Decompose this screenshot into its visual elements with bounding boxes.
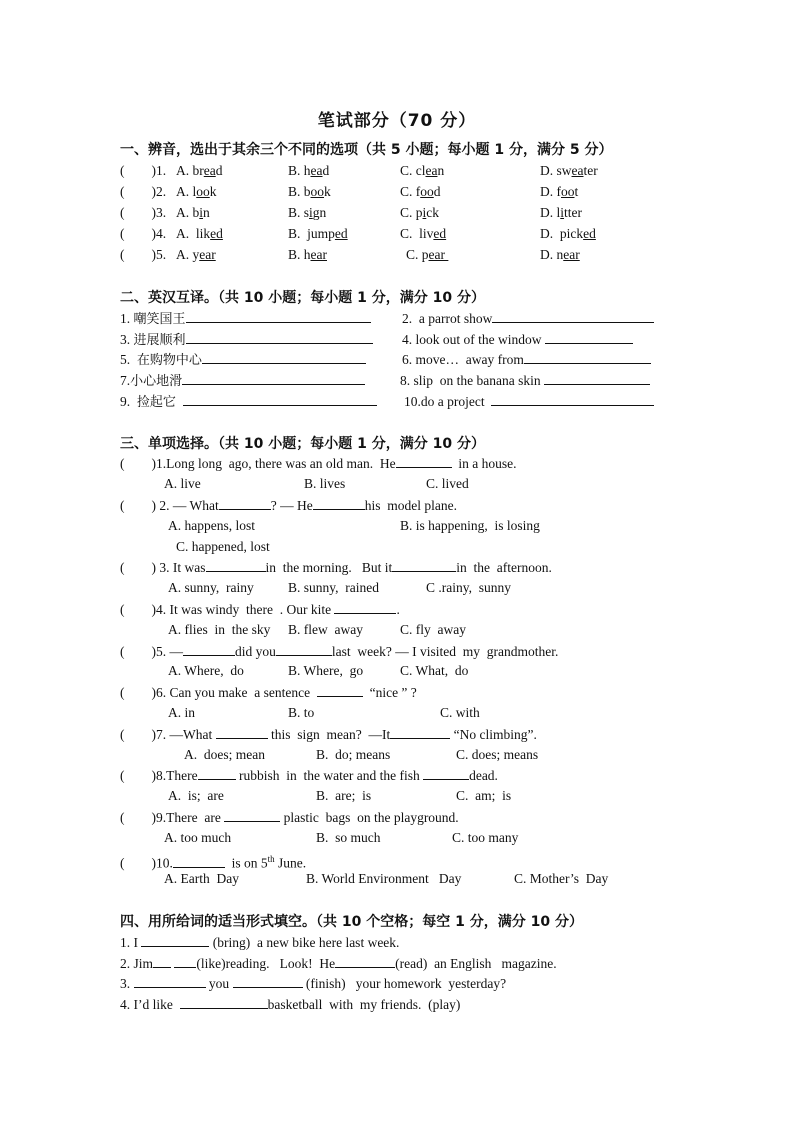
s3-q5-option-b: B. Where, go	[288, 663, 364, 678]
s2-item-6: 6. move… away from	[402, 350, 651, 369]
s3-q1-option-b: B. lives	[304, 476, 346, 491]
s3-q4-option-b: B. flew away	[288, 622, 363, 637]
s1-q2-option-b: B. book	[288, 184, 331, 199]
s2-item-5: 5. 在购物中心	[120, 350, 366, 370]
s3-q10-option-b: B. World Environment Day	[306, 871, 462, 886]
s3-q1-option-a: A. live	[164, 476, 201, 491]
s1-q3-option-c: C. pick	[400, 205, 440, 220]
s3-q5-option-c: C. What, do	[400, 663, 469, 678]
s1-q2-number: ( )2.	[120, 184, 167, 199]
s1-q5-option-d: D. near	[540, 247, 580, 262]
s3-q8-option-a: A. is; are	[168, 788, 224, 803]
s1-q4-number: ( )4.	[120, 226, 167, 241]
s3-q8-stem: ( )8.There rubbish in the water and the fish dead.	[120, 768, 498, 783]
s1-q5-option-a: A. year	[176, 247, 216, 262]
s4-line-2: 2. Jim (like)reading. Look! He (read) an English magazine.	[120, 956, 557, 971]
s2-item-9: 9. 捡起它	[120, 392, 377, 412]
s4-line-1: 1. I (bring) a new bike here last week.	[120, 935, 400, 950]
s3-q6-option-a: A. in	[168, 705, 195, 720]
s3-q5-stem: ( )5. — did you last week? — I visited my grandmother.	[120, 644, 559, 659]
s3-q9-option-a: A. too much	[164, 830, 232, 845]
s3-q7-stem: ( )7. —What this sign mean? —It “No climbing”.	[120, 727, 537, 742]
s3-q9-option-b: B. so much	[316, 830, 381, 845]
s1-q1-option-a: A. bread	[176, 163, 223, 178]
s1-q2-option-c: C. food	[400, 184, 441, 199]
s3-q2-option-a: A. happens, lost	[168, 518, 255, 533]
s3-q3-stem: ( ) 3. It was in the morning. But it in the afternoon.	[120, 560, 552, 575]
s1-q4-option-b: B. jumped	[288, 226, 348, 241]
s1-q5-number: ( )5.	[120, 247, 167, 262]
s3-q7-option-c: C. does; means	[456, 747, 539, 762]
s3-q8-option-b: B. are; is	[316, 788, 372, 803]
s3-q10-option-a: A. Earth Day	[164, 871, 239, 886]
s1-q3-option-d: D. litter	[540, 205, 583, 220]
s2-item-2: 2. a parrot show	[402, 309, 654, 328]
s1-q4-option-c: C. lived	[400, 226, 447, 241]
s1-q1-option-b: B. head	[288, 163, 330, 178]
s1-q1-option-c: C. clean	[400, 163, 445, 178]
s2-item-1: 1. 嘲笑国王	[120, 309, 371, 329]
section-4-header: 四、用所给词的适当形式填空。（共 10 个空格；每空 1 分，满分 10 分）	[120, 914, 583, 930]
s4-line-3: 3. you (finish) your homework yesterday?	[120, 976, 507, 991]
s3-q10-option-c: C. Mother’s Day	[514, 871, 609, 886]
s3-q7-option-b: B. do; means	[316, 747, 391, 762]
s1-q3-number: ( )3.	[120, 205, 167, 220]
s3-q5-option-a: A. Where, do	[168, 663, 244, 678]
s2-item-7: 7.小心地滑	[120, 371, 365, 391]
s3-q9-option-c: C. too many	[452, 830, 519, 845]
section-3-header: 三、单项选择。（共 10 小题；每小题 1 分，满分 10 分）	[120, 436, 485, 452]
s3-q2-stem: ( ) 2. — What ? — He his model plane.	[120, 498, 457, 513]
s1-q2-option-d: D. foot	[540, 184, 579, 199]
s1-q2-option-a: A. look	[176, 184, 217, 199]
s1-q4-option-a: A. liked	[176, 226, 223, 241]
s3-q6-option-b: B. to	[288, 705, 315, 720]
s1-q5-option-b: B. hear	[288, 247, 327, 262]
s1-q5-option-c: C. pear	[406, 247, 449, 262]
s3-q9-stem: ( )9.There are plastic bags on the playground.	[120, 810, 459, 825]
s3-q1-option-c: C. lived	[426, 476, 469, 491]
s3-q8-option-c: C. am; is	[456, 788, 512, 803]
s3-q2-option-c: C. happened, lost	[176, 539, 270, 554]
s1-q1-option-d: D. sweater	[540, 163, 598, 178]
s3-q2-option-b: B. is happening, is losing	[400, 518, 540, 533]
s3-q6-option-c: C. with	[440, 705, 480, 720]
page-title: 笔试部分（70 分）	[317, 111, 477, 131]
s3-q4-stem: ( )4. It was windy there . Our kite .	[120, 602, 400, 617]
s3-q7-option-a: A. does; mean	[184, 747, 265, 762]
s1-q1-number: ( )1.	[120, 163, 167, 178]
s2-item-10: 10.do a project	[404, 392, 654, 411]
s2-item-3: 3. 进展顺利	[120, 330, 373, 350]
s1-q4-option-d: D. picked	[540, 226, 596, 241]
s3-q3-option-c: C .rainy, sunny	[426, 580, 511, 595]
s1-q3-option-b: B. sign	[288, 205, 327, 220]
s2-item-4: 4. look out of the window	[402, 330, 633, 349]
s3-q1-stem: ( )1.Long long ago, there was an old man. He in a house.	[120, 456, 517, 471]
section-2-header: 二、英汉互译。（共 10 小题；每小题 1 分，满分 10 分）	[120, 290, 485, 306]
s3-q10-stem: ( )10. is on 5th June.	[120, 854, 307, 871]
s2-item-8: 8. slip on the banana skin	[400, 371, 650, 390]
s3-q6-stem: ( )6. Can you make a sentence “nice ” ?	[120, 685, 417, 700]
s3-q3-option-b: B. sunny, rained	[288, 580, 379, 595]
s1-q3-option-a: A. bin	[176, 205, 210, 220]
s4-line-4: 4. I’d like basketball with my friends. (play)	[120, 997, 461, 1012]
s3-q4-option-a: A. flies in the sky	[168, 622, 271, 637]
section-1-header: 一、辨音，选出于其余三个不同的选项（共 5 小题；每小题 1 分，满分 5 分）	[120, 142, 613, 158]
s3-q3-option-a: A. sunny, rainy	[168, 580, 254, 595]
s3-q4-option-c: C. fly away	[400, 622, 466, 637]
